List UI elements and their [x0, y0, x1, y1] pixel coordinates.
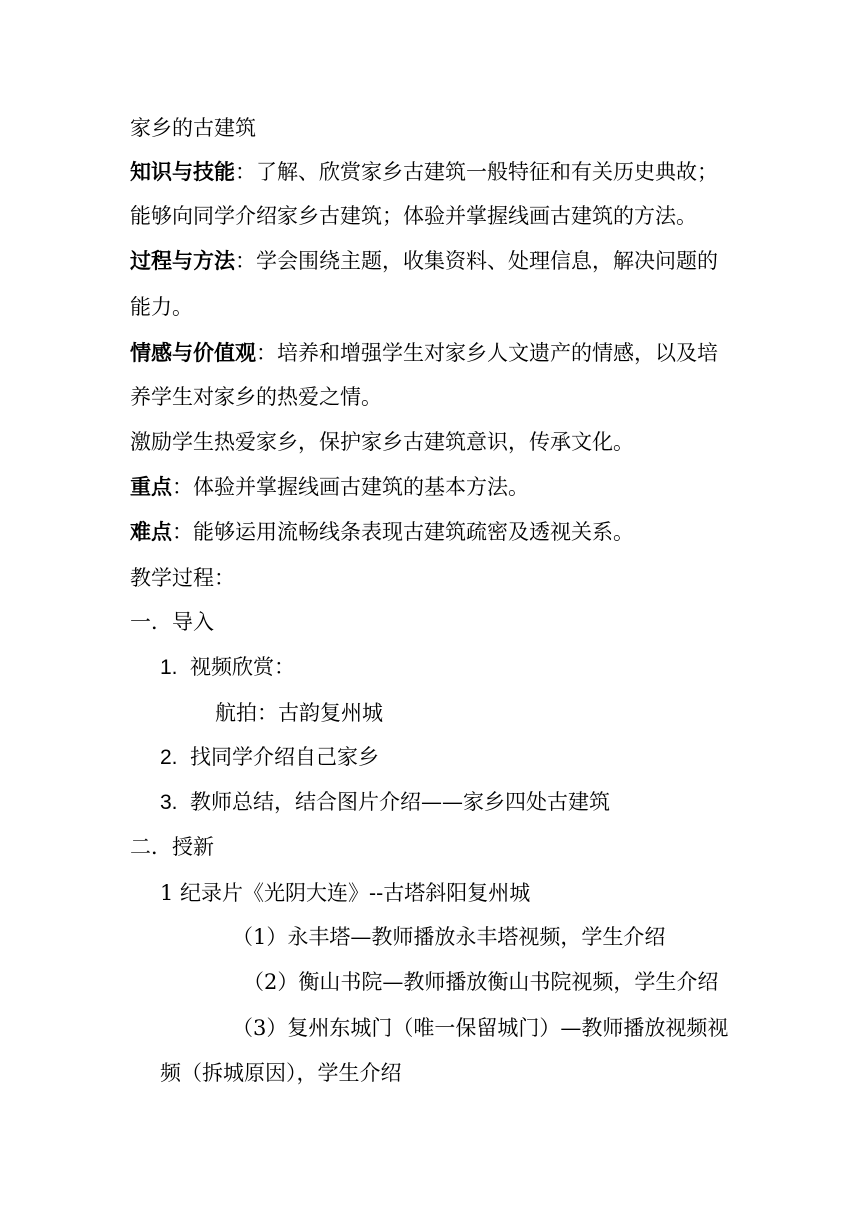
process-method-text: ：学会围绕主题，收集资料、处理信息，解决问题的	[235, 249, 718, 273]
list-item-number: 1.	[160, 656, 178, 679]
difficulty-text: ：能够运用流畅线条表现古建筑疏密及透视关系。	[172, 520, 634, 544]
video-title: 航拍：古韵复州城	[215, 701, 383, 725]
process-method-label: 过程与方法	[130, 248, 235, 273]
list-item-text: 视频欣赏：	[190, 655, 295, 679]
knowledge-skills-label: 知识与技能	[130, 159, 235, 184]
knowledge-skills-text: ：了解、欣赏家乡古建筑一般特征和有关历史典故；	[235, 160, 718, 184]
emotion-values-line-3: 激励学生热爱家乡，保护家乡古建筑意识，传承文化。	[130, 430, 634, 454]
emotion-values-text: ：培养和增强学生对家乡人文遗产的情感，以及培	[256, 341, 718, 365]
section-2-subheading: 1 纪录片《光阴大连》--古塔斜阳复州城	[160, 881, 531, 905]
list-item-number: 3.	[160, 791, 178, 814]
list-item	[160, 787, 610, 818]
difficulty-line	[130, 517, 634, 547]
list-item-continuation: 频（拆城原因），学生介绍	[160, 1061, 402, 1085]
list-item-text: 教师总结，结合图片介绍——家乡四处古建筑	[190, 790, 610, 814]
list-item: （2）衡山书院—教师播放衡山书院视频，学生介绍	[243, 970, 719, 994]
teaching-process-heading: 教学过程：	[130, 566, 235, 590]
emotion-values-line-1	[130, 338, 718, 368]
list-item: （1）永丰塔—教师播放永丰塔视频，学生介绍	[232, 925, 666, 949]
section-2-heading: 二．授新	[130, 835, 214, 859]
section-1-heading: 一．导入	[130, 610, 214, 634]
key-point-label: 重点	[130, 474, 172, 499]
emotion-values-label: 情感与价值观	[130, 340, 256, 365]
list-item-number: 2.	[160, 746, 178, 769]
knowledge-skills-line-2: 能够向同学介绍家乡古建筑；体验并掌握线画古建筑的方法。	[130, 204, 697, 228]
list-item	[160, 652, 295, 683]
list-item	[160, 742, 379, 773]
key-point-line	[130, 472, 529, 502]
knowledge-skills-line-1	[130, 157, 718, 187]
doc-title: 家乡的古建筑	[130, 116, 256, 140]
difficulty-label: 难点	[130, 519, 172, 544]
emotion-values-line-2: 养学生对家乡的热爱之情。	[130, 385, 382, 409]
list-item-text: 找同学介绍自己家乡	[190, 745, 379, 769]
key-point-text: ：体验并掌握线画古建筑的基本方法。	[172, 475, 529, 499]
process-method-line-2: 能力。	[130, 295, 193, 319]
list-item: （3）复州东城门（唯一保留城门）—教师播放视频视	[232, 1016, 729, 1040]
process-method-line-1	[130, 246, 718, 276]
